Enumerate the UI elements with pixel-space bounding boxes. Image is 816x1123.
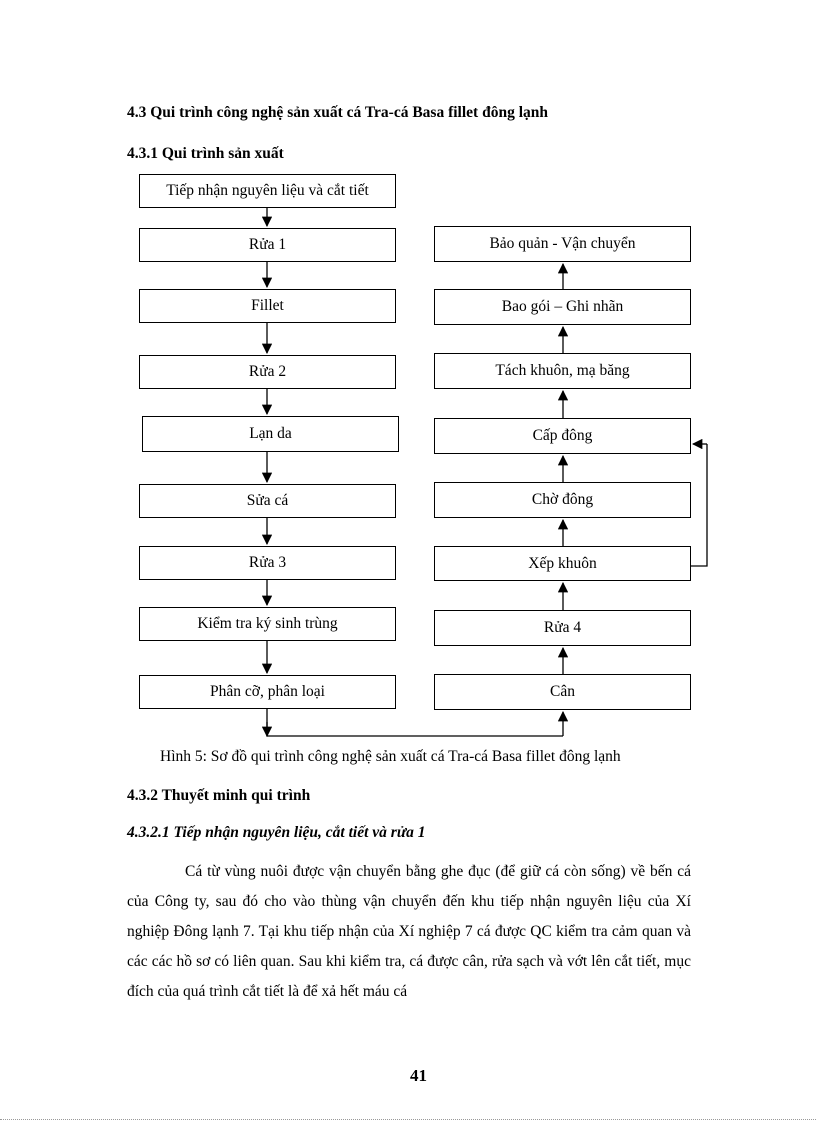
flow-step-packaging: Bao gói – Ghi nhãn <box>434 289 691 325</box>
subsection-heading-2: 4.3.2 Thuyết minh qui trình <box>127 787 311 804</box>
flow-step-wait-freezing: Chờ đông <box>434 482 691 518</box>
page-border <box>0 1119 816 1120</box>
figure-caption: Hình 5: Sơ đồ qui trình công nghệ sản xuất cá Tra-cá Basa fillet đông lạnh <box>160 748 621 765</box>
flow-step-freezing: Cấp đông <box>434 418 691 454</box>
flow-step-skinning: Lạn da <box>142 416 399 452</box>
flow-step-wash-2: Rửa 2 <box>139 355 396 389</box>
body-paragraph <box>127 857 691 1007</box>
flow-step-weighing: Cân <box>434 674 691 710</box>
section-heading: 4.3 Qui trình công nghệ sản xuất cá Tra-cá Basa fillet đông lạnh <box>127 104 548 121</box>
flow-step-wash-4: Rửa 4 <box>434 610 691 646</box>
subsection-heading: 4.3.1 Qui trình sản xuất <box>127 145 284 162</box>
flow-step-wash-1: Rửa 1 <box>139 228 396 262</box>
flow-step-grading: Phân cỡ, phân loại <box>139 675 396 709</box>
flow-step-trimming: Sửa cá <box>139 484 396 518</box>
flow-step-receive: Tiếp nhận nguyên liệu và cắt tiết <box>139 174 396 208</box>
flow-step-demold: Tách khuôn, mạ băng <box>434 353 691 389</box>
paragraph-text: Cá từ vùng nuôi được vận chuyển bằng ghe đục (để giữ cá còn sống) về bến cá của Công ty, sau đó cho vào thùng vận chuyển đến khu tiếp nhận nguyên liệu của Xí nghiệp Đông lạnh 7. Tại khu tiếp nhận của Xí nghiệp 7 cá được QC kiểm tra cảm quan và các các hồ sơ có liên quan. Sau khi kiểm tra, cá được cân, rửa sạch và vớt lên cắt tiết, mục đích của quá trình cắt tiết là để xả hết máu cá <box>127 863 691 1000</box>
page-number: 41 <box>410 1066 427 1085</box>
subsubsection-heading: 4.3.2.1 Tiếp nhận nguyên liệu, cắt tiết và rửa 1 <box>127 824 426 841</box>
flow-step-fillet: Fillet <box>139 289 396 323</box>
flow-step-wash-3: Rửa 3 <box>139 546 396 580</box>
flow-step-storage: Bảo quản - Vận chuyển <box>434 226 691 262</box>
flow-step-molding: Xếp khuôn <box>434 546 691 581</box>
flow-step-parasite-check: Kiểm tra ký sinh trùng <box>139 607 396 641</box>
